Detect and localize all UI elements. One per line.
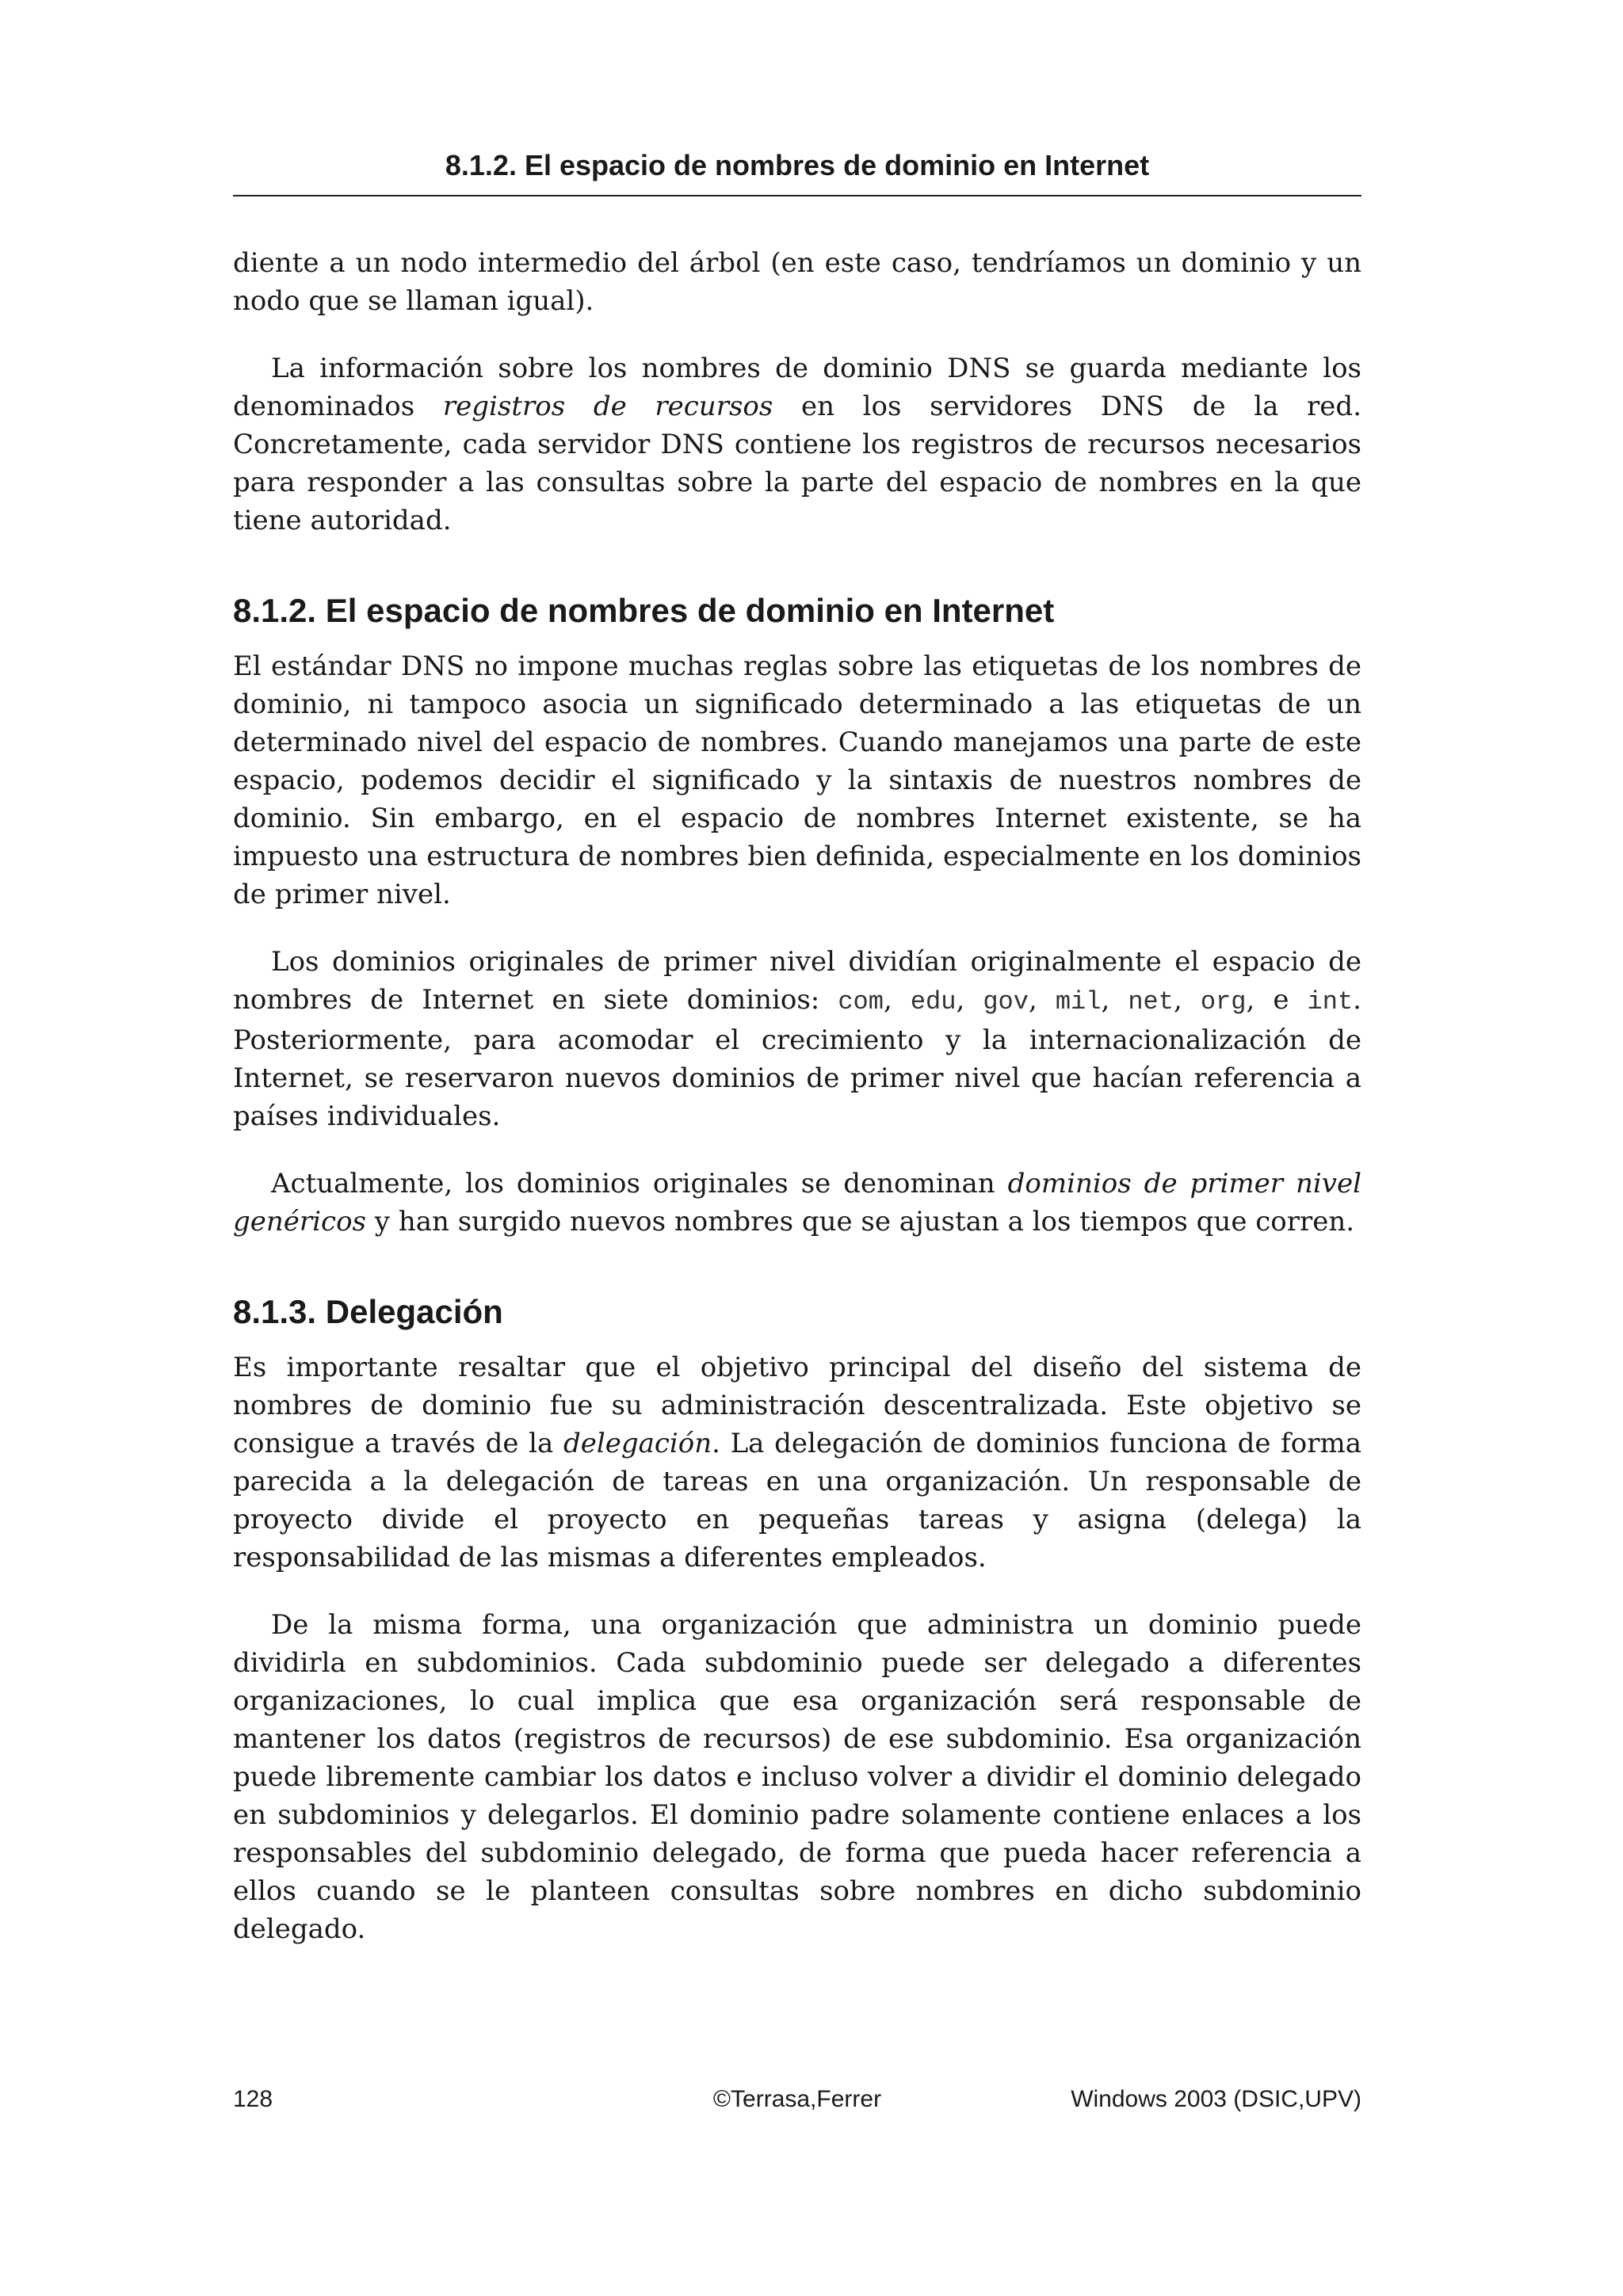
paragraph [233,943,1361,1135]
paragraph: De la misma forma, una organización que administra un dominio puede dividirla en subdominios. Cada subdominio puede ser delegado a diferentes organizaciones, lo cual implica que esa organización será responsable de mantener los datos (registros de recursos) de ese subdominio. Esa organización puede libremente cambiar los datos e incluso volver a dividir el dominio delegado en subdominios y delegarlos. El dominio padre solamente contiene enlaces a los responsables del subdominio delegado, de forma que pueda hacer referencia a ellos cuando se le planteen consultas sobre nombres en dicho subdominio delegado. [233,1609,1361,1945]
domain-code: mil [1055,987,1102,1016]
text-run: Los dominios originales de primer nivel dividían originalmente el espacio de nombres de Internet en siete dominios: [233,946,1361,1016]
paragraph: diente a un nodo intermedio del árbol (en este caso, tendríamos un dominio y un nodo que se llaman igual). [233,247,1361,317]
text-run: Es importante resaltar que el objetivo principal del diseño del sistema de nombres de dominio fue su administración descentralizada. Este objetivo se consigue a través de la [233,1352,1361,1459]
text-run: La información sobre los nombres de dominio DNS se guarda mediante los denominados [233,353,1361,422]
separator: , [1173,984,1201,1016]
paragraph [233,1348,1361,1577]
domain-code: com [838,987,884,1016]
paragraph: El estándar DNS no impone muchas reglas sobre las etiquetas de los nombres de dominio, ni tampoco asocia un significado determinado a las etiquetas de un determinado nivel del espacio de nombres. Cuando manejamos una parte de este espacio, podemos decidir el significado y la sintaxis de nuestros nombres de dominio. Sin embargo, en el espacio de nombres Internet existente, se ha impuesto una estructura de nombres bien definida, especialmente en los dominios de primer nivel. [233,650,1361,910]
separator: , [956,984,983,1016]
domain-code: org [1200,987,1247,1016]
domain-code: int [1307,987,1354,1016]
domain-code: net [1128,987,1174,1016]
paragraph [233,1165,1361,1241]
running-header: 8.1.2. El espacio de nombres de dominio en Internet [233,147,1361,196]
italic-term: delegación [563,1428,712,1459]
separator: , [1101,984,1128,1016]
text-run: . Posteriormente, para acomodar el crecimiento y la internacionalización de Internet, se reservaron nuevos dominios de primer nivel que hacían referencia a países individuales. [233,984,1361,1132]
domain-code: gov [983,987,1029,1016]
italic-term: dominios de primer nivel genéricos [233,1168,1361,1238]
edition-label: Windows 2003 (DSIC,UPV) [1071,2086,1361,2112]
text-run: en los servidores DNS de la red. Concretamente, cada servidor DNS contiene los registros de recursos necesarios para responder a las consultas sobre la parte del espacio de nombres en la que tiene autoridad. [233,391,1362,536]
page-body [233,244,1361,1978]
separator: , [883,984,911,1016]
text-run: Actualmente, los dominios originales se denominan [271,1168,1008,1199]
section-heading: 8.1.3. Delegación [233,1293,503,1330]
separator: , e [1246,984,1308,1016]
page-footer [233,2082,1361,2117]
separator: , [1028,984,1056,1016]
section-heading: 8.1.2. El espacio de nombres de dominio en Internet [233,592,1055,629]
text-run: . La delegación de dominios funciona de forma parecida a la delegación de tareas en una organización. Un responsable de proyecto divide el proyecto en pequeñas tareas y asigna (delega) la responsabilidad de las mismas a diferentes empleados. [233,1428,1361,1573]
italic-term: registros de recursos [442,391,773,422]
page-number: 128 [233,2086,273,2112]
paragraph [233,349,1361,540]
text-run: y han surgido nuevos nombres que se ajustan a los tiempos que corren. [366,1206,1355,1238]
domain-code: edu [910,987,957,1016]
copyright: ©Terrasa,Ferrer [712,2086,882,2112]
